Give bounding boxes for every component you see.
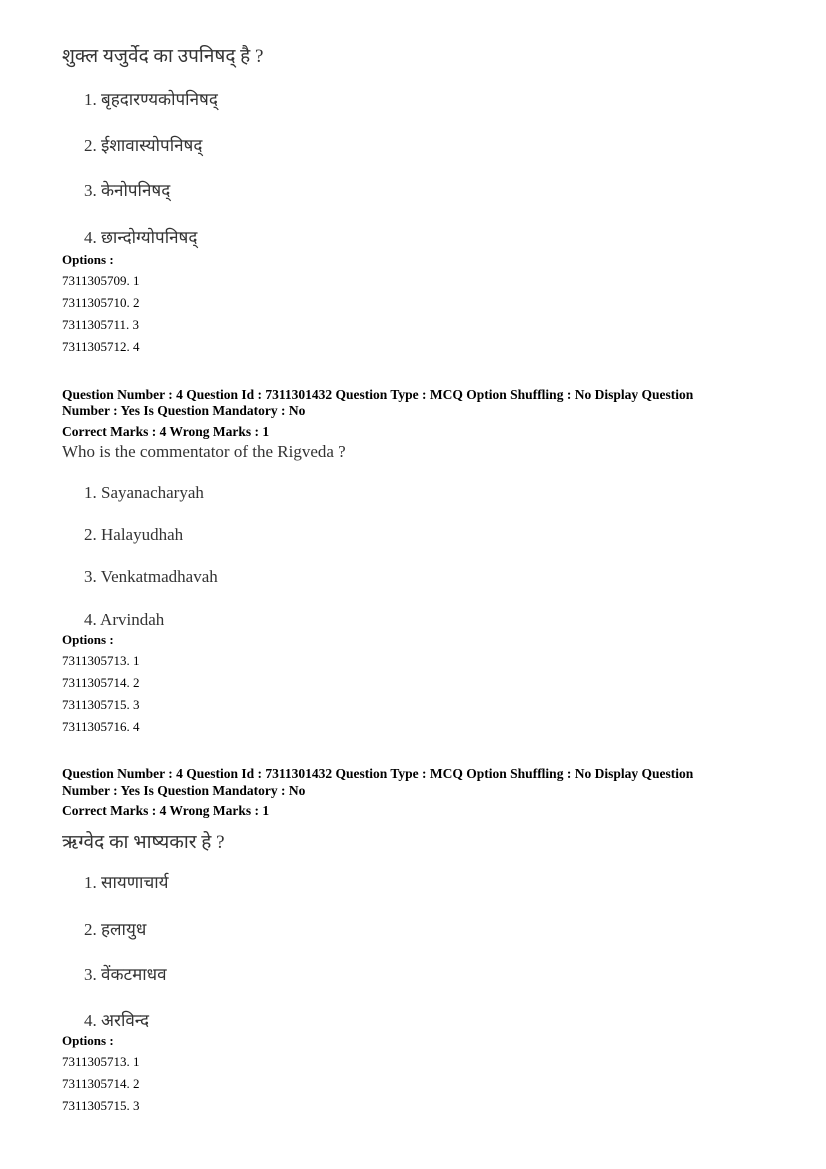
options-label: Options : <box>62 632 114 647</box>
option-id: 7311305715. 3 <box>62 1098 140 1113</box>
question-header: Question Number : 4 Question Id : 7311301432 Question Type : MCQ Option Shuffling : No Display Question <box>62 387 694 402</box>
marks-info: Correct Marks : 4 Wrong Marks : 1 <box>62 424 270 439</box>
option-id: 7311305712. 4 <box>62 339 140 354</box>
choice-2: 2. Halayudhah <box>84 525 184 544</box>
choice-2: 2. हलायुध <box>84 920 147 939</box>
choice-4: 4. छान्दोग्योपनिषद् <box>84 228 198 247</box>
choice-3: 3. केनोपनिषद् <box>84 181 171 200</box>
choice-4: 4. अरविन्द <box>84 1011 150 1030</box>
option-id: 7311305715. 3 <box>62 697 140 712</box>
question-header-cont: Number : Yes Is Question Mandatory : No <box>62 783 306 798</box>
option-id: 7311305714. 2 <box>62 1076 140 1091</box>
choice-1: 1. बृहदारण्यकोपनिषद् <box>84 90 218 109</box>
option-id: 7311305709. 1 <box>62 273 140 288</box>
question-text: Who is the commentator of the Rigveda ? <box>62 442 346 461</box>
options-label: Options : <box>62 252 114 267</box>
question-text: शुक्ल यजुर्वेद का उपनिषद् है ? <box>62 46 264 67</box>
choice-3: 3. वेंकटमाधव <box>84 965 167 984</box>
marks-info: Correct Marks : 4 Wrong Marks : 1 <box>62 803 270 818</box>
option-id: 7311305713. 1 <box>62 653 140 668</box>
option-id: 7311305714. 2 <box>62 675 140 690</box>
options-label: Options : <box>62 1033 114 1048</box>
choice-3: 3. Venkatmadhavah <box>84 567 218 586</box>
question-header: Question Number : 4 Question Id : 7311301432 Question Type : MCQ Option Shuffling : No Display Question <box>62 766 694 781</box>
option-id: 7311305716. 4 <box>62 719 140 734</box>
option-id: 7311305710. 2 <box>62 295 140 310</box>
choice-1: 1. सायणाचार्य <box>84 873 169 892</box>
option-id: 7311305713. 1 <box>62 1054 140 1069</box>
question-text: ऋग्वेद का भाष्यकार हे ? <box>62 832 225 853</box>
choice-2: 2. ईशावास्योपनिषद् <box>84 136 203 155</box>
choice-1: 1. Sayanacharyah <box>84 483 204 502</box>
question-header-cont: Number : Yes Is Question Mandatory : No <box>62 403 306 418</box>
option-id: 7311305711. 3 <box>62 317 140 332</box>
choice-4: 4. Arvindah <box>84 610 165 629</box>
